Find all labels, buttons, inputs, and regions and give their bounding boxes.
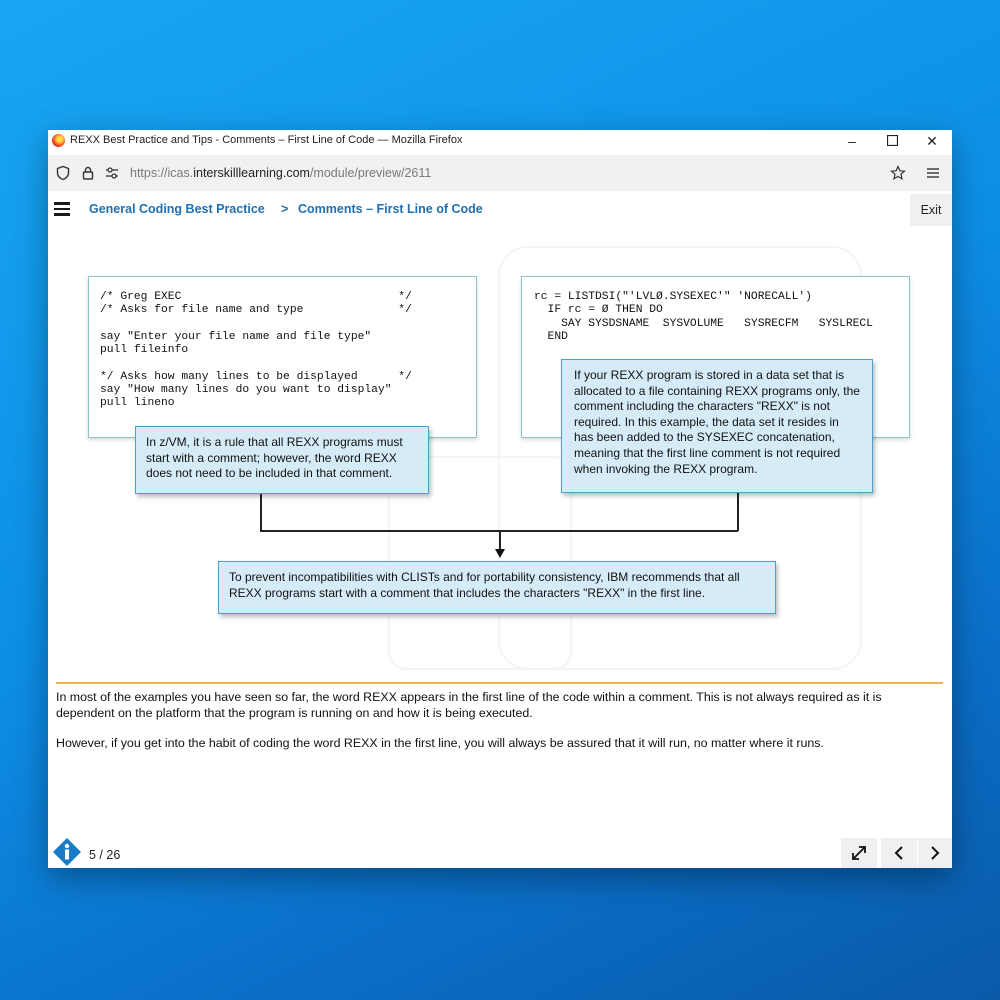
connector-line — [260, 494, 262, 531]
chevron-right-icon — [918, 838, 952, 868]
bookmark-star-icon[interactable] — [890, 165, 906, 181]
course-nav — [48, 192, 952, 226]
fullscreen-icon — [841, 838, 877, 868]
url-prefix: https://icas. — [130, 166, 194, 180]
code-text-right: rc = LISTDSI("'LVLØ.SYSEXEC'" 'NORECALL') IF rc = Ø THEN DO SAY SYSDSNAME SYSVOLUME SYSRECFM SYSLRECL END — [534, 291, 873, 343]
previous-button[interactable] — [881, 838, 917, 868]
page-counter: 5 / 26 — [89, 848, 121, 862]
minimize-button[interactable]: – — [848, 133, 856, 149]
divider — [56, 682, 943, 684]
code-sample-left — [88, 276, 477, 438]
window-title: REXX Best Practice and Tips - Comments – First Line of Code — Mozilla Firefox — [70, 134, 463, 146]
breadcrumb-separator: > — [281, 202, 289, 216]
info-icon[interactable] — [52, 837, 82, 867]
maximize-icon — [887, 135, 898, 146]
firefox-logo-icon — [52, 134, 65, 147]
lesson-stage — [48, 226, 952, 681]
recommendation-note: To prevent incompatibilities with CLISTs and for portability consistency, IBM recommends that all REXX programs start with a comment that includes the characters "REXX" in the first line. — [218, 561, 776, 614]
shield-icon[interactable] — [55, 165, 71, 181]
footer-bar — [48, 836, 952, 868]
zvm-note: In z/VM, it is a rule that all REXX programs must start with a comment; however, the word REXX does not need to be included in that comment. — [135, 426, 429, 494]
address-bar — [48, 155, 952, 191]
url-path: /module/preview/2611 — [309, 166, 432, 180]
next-button[interactable] — [918, 838, 952, 868]
hamburger-menu-icon[interactable] — [54, 202, 70, 215]
chevron-left-icon — [881, 838, 917, 868]
code-text-left: /* Greg EXEC */ /* Asks for file name and type */ say "Enter your file name and file type" pull fileinfo */ Asks how many lines to be displayed */ say "How many lines do you want to display" pull lineno — [100, 291, 412, 410]
maximize-button[interactable] — [872, 130, 912, 152]
menu-icon[interactable] — [925, 165, 941, 181]
url-domain: interskilllearning.com — [193, 166, 310, 180]
body-paragraph-2: However, if you get into the habit of coding the word REXX in the first line, you will always be assured that it will run, no matter where it runs. — [56, 736, 824, 750]
connector-line — [737, 493, 739, 531]
url-field[interactable] — [130, 166, 431, 180]
body-paragraph-1: In most of the examples you have seen so far, the word REXX appears in the first line of the code within a comment. This is not always required as it is dependent on the platform that the program is running on and how it is being executed. — [56, 690, 882, 720]
dataset-note: If your REXX program is stored in a data set that is allocated to a file containing REXX programs only, the comment including the characters "REXX" is not required. In this example, the data set it resides in has been added to the SYSEXEC concatenation, meaning that the first line comment is not required when invoking the REXX program. — [561, 359, 873, 493]
title-bar — [48, 130, 952, 152]
exit-button[interactable]: Exit — [910, 194, 952, 226]
permissions-icon[interactable] — [104, 165, 120, 181]
breadcrumb-current: Comments – First Line of Code — [298, 202, 483, 216]
arrow-down-icon — [495, 549, 505, 558]
fullscreen-button[interactable] — [841, 838, 877, 868]
lock-icon[interactable] — [80, 165, 96, 181]
connector-line — [499, 530, 501, 550]
close-button[interactable]: ✕ — [926, 133, 938, 149]
breadcrumb-section[interactable]: General Coding Best Practice — [89, 202, 265, 216]
browser-window — [48, 130, 952, 868]
